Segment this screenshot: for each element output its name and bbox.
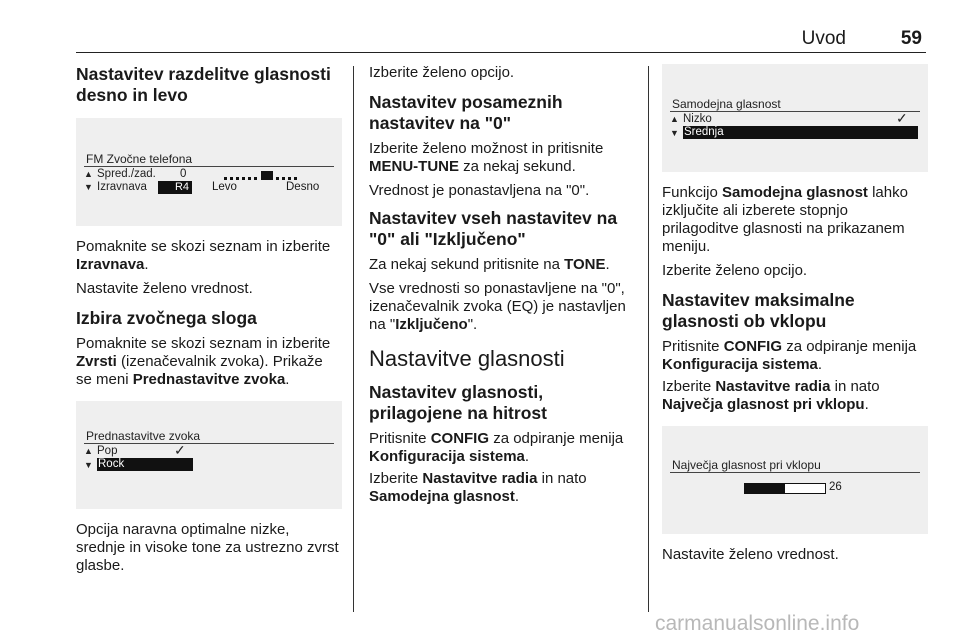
balance-value: R4	[158, 181, 192, 194]
screen-title-rule	[670, 111, 920, 112]
text: (izenačevalnik zvoka). Prikaže se meni	[76, 353, 323, 388]
arrow-down-icon: ▼	[84, 459, 93, 470]
preset-item-pop	[84, 445, 117, 457]
auto-volume-item-low	[670, 113, 712, 125]
volume-level-bar	[744, 483, 826, 494]
bold-text: TONE	[564, 256, 606, 273]
column-divider-1	[353, 66, 354, 612]
text: Funkcijo	[662, 184, 723, 201]
screen-title-rule	[670, 472, 920, 473]
paragraph-7	[369, 470, 639, 506]
volume-level-fill	[745, 484, 785, 493]
preset-item-rock	[84, 458, 193, 471]
text: Pritisnite	[662, 338, 724, 355]
fader-label: Spred./zad.	[97, 168, 156, 180]
text: .	[524, 448, 530, 465]
right-label: Desno	[286, 181, 320, 193]
arrow-up-icon: ▲	[84, 169, 93, 179]
bold-text: Konfiguracija sistema	[369, 448, 525, 465]
paragraph-1: Izberite želeno opcijo.	[369, 64, 515, 81]
section-title: Uvod	[801, 28, 846, 49]
text: .	[285, 371, 290, 388]
heading-speed-volume: Nastavitev glasnosti, prilagojene na hitrost	[369, 382, 547, 423]
bold-text: Samodejna glasnost	[369, 488, 515, 505]
left-label: Levo	[212, 181, 237, 193]
balance-label: Izravnava	[97, 181, 147, 193]
arrow-up-icon: ▲	[670, 114, 679, 124]
bold-text: Zvrsti	[76, 353, 117, 370]
bold-text: Nastavitve radia	[422, 470, 538, 487]
page-number: 59	[900, 28, 922, 49]
bold-text: CONFIG	[430, 430, 490, 447]
checkmark-icon: ✓	[896, 110, 908, 126]
bold-text: Konfiguracija sistema	[662, 356, 818, 373]
item-label: Nizko	[683, 113, 712, 125]
text: Za nekaj sekund pritisnite na	[369, 256, 565, 273]
heading-balance: Nastavitev razdelitve glasnosti desno in levo	[76, 64, 331, 105]
arrow-up-icon: ▲	[84, 446, 93, 456]
paragraph-4	[662, 378, 928, 414]
column-3	[662, 64, 928, 564]
text: za odpiranje menija	[782, 338, 917, 355]
bold-text: Samodejna glasnost	[722, 184, 868, 201]
text: Izberite	[369, 470, 423, 487]
heading-individual-reset: Nastavitev posameznih nastavitev na "0"	[369, 92, 563, 133]
text: Pomaknite se skozi seznam in izberite	[76, 238, 331, 255]
paragraph-3	[662, 338, 928, 374]
paragraph-1	[76, 238, 340, 274]
text: za odpiranje menija	[489, 430, 624, 447]
text: .	[864, 396, 869, 413]
heading-sound-style: Izbira zvočnega sloga	[76, 308, 257, 328]
volume-value: 26	[829, 481, 842, 493]
text: Pomaknite se skozi seznam in izberite	[76, 335, 331, 352]
paragraph-4: Opcija naravna optimalne nizke, srednje in visoke tone za ustrezno zvrst glasbe.	[76, 521, 339, 574]
column-1	[76, 64, 340, 575]
text: za nekaj sekund.	[459, 158, 576, 175]
text: in nato	[830, 378, 880, 395]
text: Pritisnite	[369, 430, 431, 447]
paragraph-5	[369, 280, 639, 334]
screen-title: Prednastavitve zvoka	[86, 429, 201, 443]
checkmark-icon: ✓	[174, 442, 186, 458]
column-2	[369, 64, 639, 506]
item-label: Srednja	[683, 126, 918, 139]
heading-volume-settings: Nastavitve glasnosti	[369, 346, 565, 371]
display-auto-volume-screen	[662, 64, 928, 172]
paragraph-5: Nastavite želeno vrednost.	[662, 546, 839, 563]
paragraph-2	[369, 140, 639, 176]
bold-text: Izključeno	[395, 316, 468, 333]
display-balance-screen	[76, 118, 342, 226]
item-label: Pop	[97, 445, 118, 457]
screen-title: Največja glasnost pri vklopu	[672, 458, 821, 472]
paragraph-3: Vrednost je ponastavljena na "0".	[369, 182, 590, 199]
bold-text: Največja glasnost pri vklopu	[662, 396, 865, 413]
row-balance	[84, 181, 147, 193]
text: .	[514, 488, 520, 505]
bold-text: Prednastavitve zvoka	[132, 371, 286, 388]
text: lahko izključite ali izberete stopnjo prilagoditve glasnosti na prikazanem meniju.	[662, 184, 908, 255]
display-preset-screen	[76, 401, 342, 509]
paragraph-2: Nastavite želeno vrednost.	[76, 280, 253, 297]
text: .	[817, 356, 823, 373]
bold-text: Izravnava	[76, 256, 145, 273]
bold-text: MENU-TUNE	[369, 158, 459, 175]
text: Izberite	[662, 378, 716, 395]
paragraph-2: Izberite želeno opcijo.	[662, 262, 808, 279]
watermark: carmanualsonline.info	[655, 612, 860, 635]
heading-max-volume: Nastavitev maksimalne glasnosti ob vklopu	[662, 290, 855, 331]
screen-title: FM Zvočne telefona	[86, 152, 193, 166]
fader-value: 0	[180, 168, 187, 180]
arrow-down-icon: ▼	[670, 127, 679, 138]
text: Vse vrednosti so ponastavljene na "0", izenačevalnik zvoka (EQ) je nastavljen na "	[369, 280, 626, 333]
arrow-down-icon: ▼	[84, 182, 93, 192]
paragraph-3	[76, 335, 340, 389]
bold-text: Nastavitve radia	[715, 378, 831, 395]
text: .	[605, 256, 610, 273]
header-rule	[76, 52, 926, 53]
page-header	[76, 28, 926, 54]
text: in nato	[537, 470, 587, 487]
bold-text: CONFIG	[723, 338, 783, 355]
row-fader	[84, 168, 156, 180]
screen-title: Samodejna glasnost	[672, 97, 781, 111]
item-label: Rock	[97, 458, 193, 471]
heading-all-reset: Nastavitev vseh nastavitev na "0" ali "Izključeno"	[369, 208, 618, 249]
paragraph-1	[662, 184, 928, 256]
text: .	[144, 256, 149, 273]
screen-title-rule	[84, 443, 334, 444]
column-divider-2	[648, 66, 649, 612]
paragraph-4	[369, 256, 639, 274]
screen-title-rule	[84, 166, 334, 167]
text: ".	[467, 316, 478, 333]
auto-volume-item-medium	[670, 126, 918, 139]
text: Izberite želeno možnost in pritisnite	[369, 140, 604, 157]
paragraph-6	[369, 430, 639, 466]
display-max-volume-screen	[662, 426, 928, 534]
